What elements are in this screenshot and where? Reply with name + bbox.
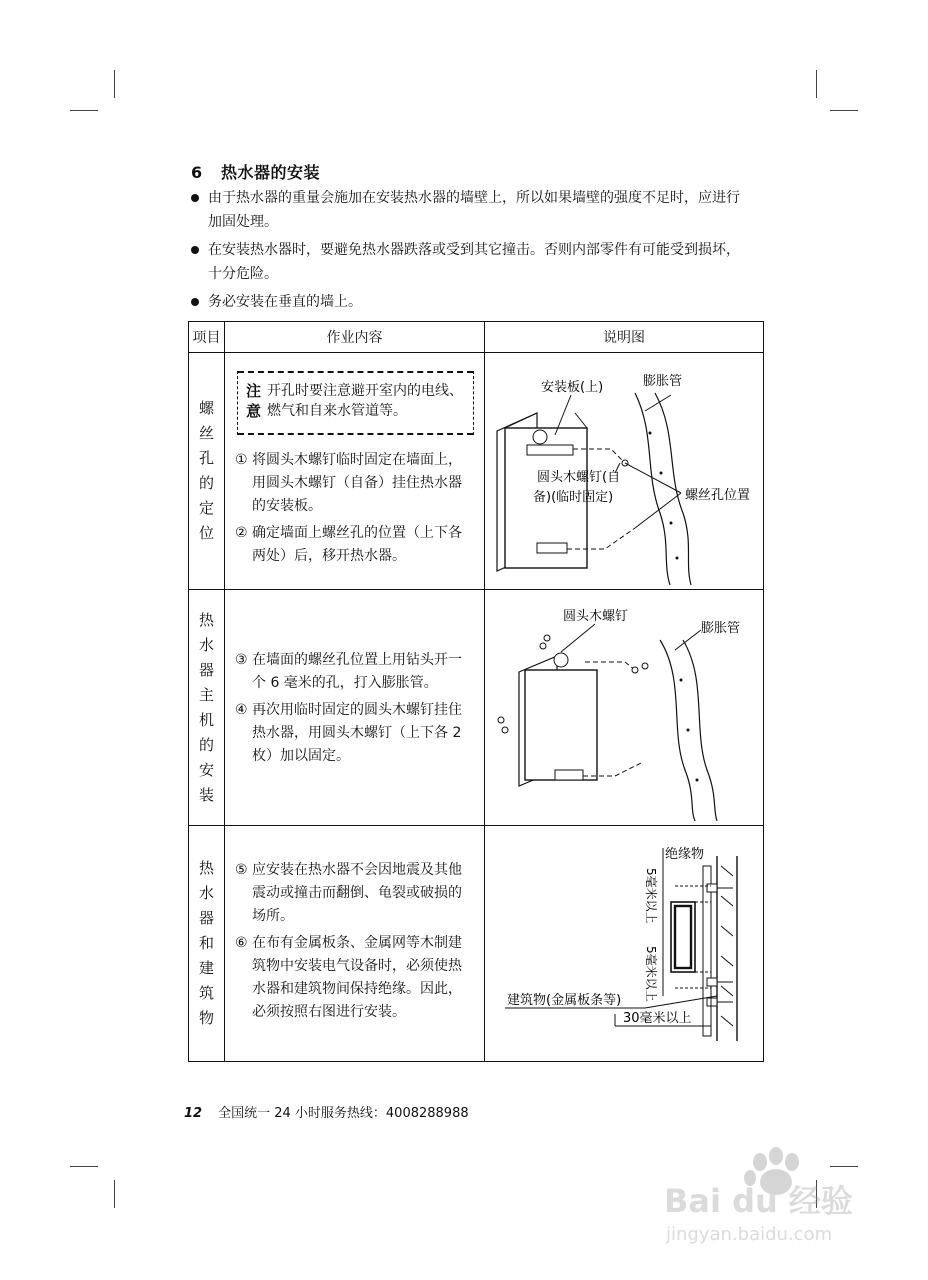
label-anchor: 膨胀管 — [701, 621, 741, 636]
header-work: 作业内容 — [225, 322, 485, 353]
label-screw: 圆头木螺钉 — [563, 609, 629, 624]
watermark-url: jingyan.baidu.com — [666, 1224, 833, 1245]
header-item: 项目 — [189, 322, 225, 353]
item-cell: 螺丝孔的定位 — [189, 353, 225, 590]
figure-cell — [485, 590, 764, 826]
figure-cell — [485, 826, 764, 1062]
installation-table — [188, 321, 764, 1062]
table-row — [189, 353, 764, 590]
heater-mounting-diagram — [485, 590, 763, 821]
bullet-dot-icon — [191, 246, 199, 254]
service-hotline: 全国统一 24 小时服务热线：4008288988 — [218, 1106, 469, 1121]
label-bottom-gap: 5毫米以上 — [644, 946, 658, 1002]
watermark — [660, 1140, 880, 1250]
label-building: 建筑物(金属板条等) — [507, 993, 622, 1008]
item-cell: 热水器和建筑物 — [189, 826, 225, 1062]
caution-text: 开孔时要注意避开室内的电线、燃气和自来水管道等。 — [267, 383, 464, 419]
work-cell — [225, 353, 485, 590]
caution-note — [237, 371, 474, 435]
crop-mark — [114, 1180, 115, 1208]
crop-mark — [816, 70, 817, 98]
crop-mark — [830, 110, 858, 111]
label-screw-1: 圆头木螺钉(自 — [537, 470, 621, 485]
label-screw-2: 备)(临时固定) — [533, 490, 614, 505]
bullet-dot-icon — [191, 194, 199, 202]
step: ⑤ 应安装在热水器不会因地震及其他震动或撞击而翻倒、龟裂或破损的场所。 — [235, 862, 462, 924]
label-anchor: 膨胀管 — [643, 374, 683, 389]
table-row — [189, 826, 764, 1062]
label-top-gap: 5毫米以上 — [644, 868, 658, 924]
label-plate: 安装板(上) — [541, 380, 604, 395]
watermark-brand: Bai du 经验 — [664, 1182, 853, 1220]
step: ① 将圆头木螺钉临时固定在墙面上，用圆头木螺钉（自备）挂住热水器的安装板。 — [235, 452, 462, 514]
step: ② 确定墙面上螺丝孔的位置（上下各 两处）后，移开热水器。 — [235, 525, 462, 564]
figure-cell — [485, 353, 764, 590]
bullet-dot-icon — [191, 298, 199, 306]
crop-mark — [70, 110, 98, 111]
insulation-diagram — [485, 826, 763, 1057]
table-header-row — [189, 322, 764, 353]
bullet-list — [191, 186, 751, 318]
crop-mark — [70, 1166, 98, 1167]
caution-label: 注意 — [246, 382, 262, 420]
step: ④ 再次用临时固定的圆头木螺钉挂住热水器，用圆头木螺钉（上下各 2 枚）加以固定。 — [235, 702, 462, 764]
bullet-item: 在安装热水器时，要避免热水器跌落或受到其它撞击。否则内部零件有可能受到损坏，十分危险。 — [191, 238, 751, 286]
work-cell — [225, 826, 485, 1062]
label-distance: 30毫米以上 — [623, 1011, 692, 1026]
section-heading — [191, 160, 320, 183]
item-cell: 热水器主机的安装 — [189, 590, 225, 826]
screw-hole-diagram — [485, 353, 763, 585]
crop-mark — [114, 70, 115, 98]
section-number: 6 — [191, 163, 203, 182]
header-figure: 说明图 — [485, 322, 764, 353]
section-title: 热水器的安装 — [221, 163, 321, 182]
bullet-item: 务必安装在垂直的墙上。 — [191, 290, 751, 314]
work-cell — [225, 590, 485, 826]
step: ⑥ 在布有金属板条、金属网等木制建筑物中安装电气设备时，必须使热水器和建筑物间保持绝缘。因此，必须按照右图进行安装。 — [235, 935, 462, 1020]
bullet-item: 由于热水器的重量会施加在安装热水器的墙壁上，所以如果墙壁的强度不足时，应进行加固处理。 — [191, 186, 751, 234]
page-number: 12 — [184, 1106, 203, 1121]
label-holes: 螺丝孔位置 — [685, 488, 751, 503]
step: ③ 在墙面的螺丝孔位置上用钻头开一个 6 毫米的孔，打入膨胀管。 — [235, 652, 462, 691]
label-insulator: 绝缘物 — [665, 847, 705, 862]
table-row — [189, 590, 764, 826]
page-footer — [184, 1102, 469, 1121]
